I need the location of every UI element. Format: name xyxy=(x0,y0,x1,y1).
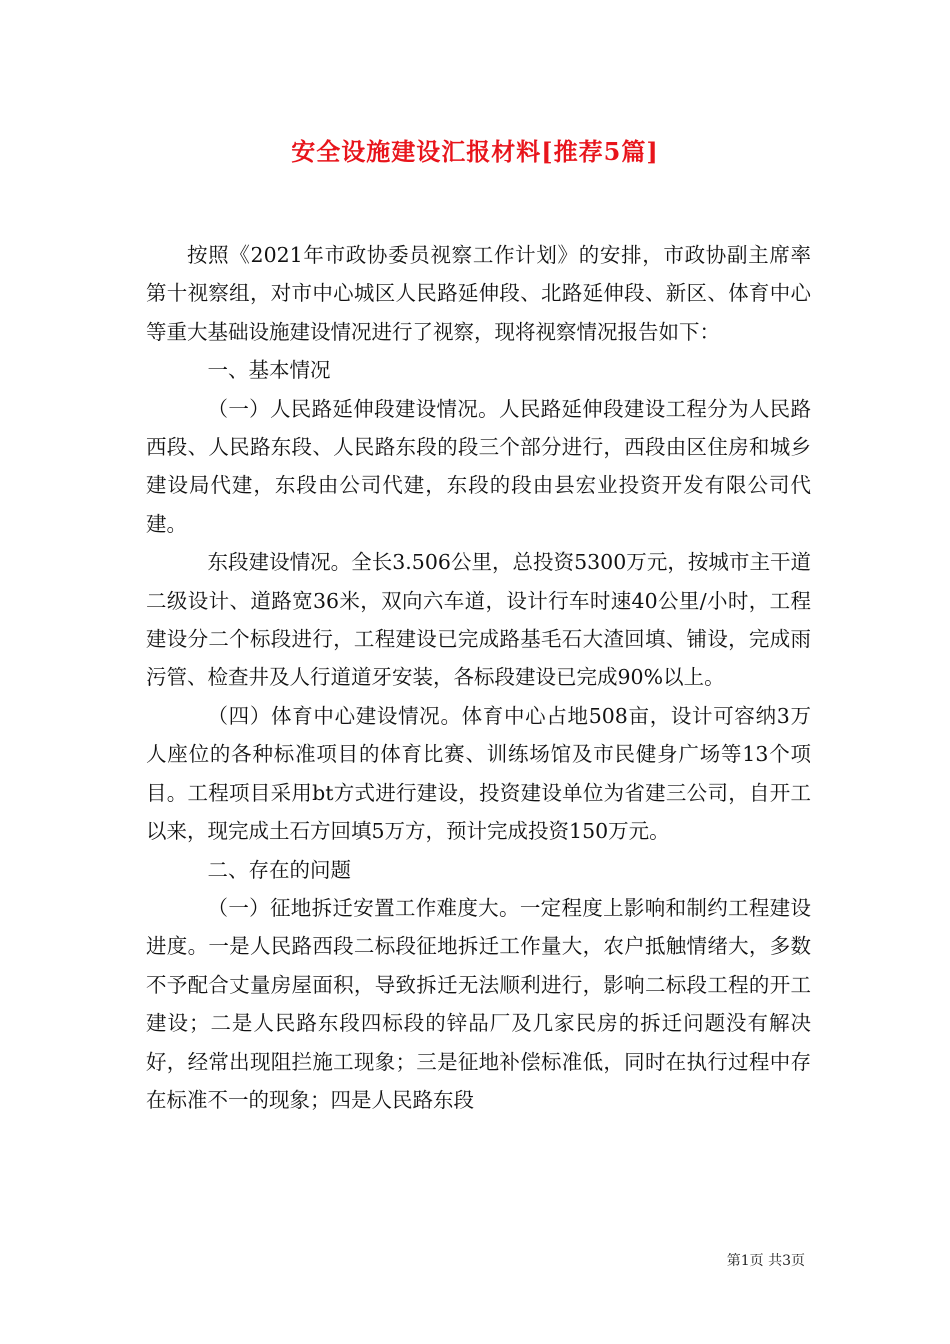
document-body xyxy=(146,236,811,1119)
document-title: 安全设施建设汇报材料[推荐5篇] xyxy=(291,137,659,166)
heading-problems: 二、存在的问题 xyxy=(207,857,351,882)
paragraph-intro: 按照《2021年市政协委员视察工作计划》的安排，市政协副主席率第十视察组，对市中心城区人民路延伸段、北路延伸段、新区、体育中心等重大基础设施建设情况进行了视察，现将视察情况报告如下： xyxy=(146,243,811,344)
paragraph-renmin-road: （一）人民路延伸段建设情况。人民路延伸段建设工程分为人民路西段、人民路东段、人民路东段的段三个部分进行，西段由区住房和城乡建设局代建，东段由公司代建，东段的段由县宏业投资开发有限公司代建。 xyxy=(146,396,811,536)
paragraph-sports-center: （四）体育中心建设情况。体育中心占地508亩，设计可容纳3万人座位的各种标准项目的体育比赛、训练场馆及市民健身广场等13个项目。工程项目采用bt方式进行建设，投资建设单位为省建三公司，自开工以来，现完成土石方回填5万方，预计完成投资150万元。 xyxy=(146,703,811,844)
page-number: 第1页 共3页 xyxy=(726,1253,805,1269)
heading-basic-situation: 一、基本情况 xyxy=(207,358,331,383)
paragraph-land-acquisition: （一）征地拆迁安置工作难度大。一定程度上影响和制约工程建设进度。一是人民路西段二标段征地拆迁工作量大，农户抵触情绪大，多数不予配合丈量房屋面积，导致拆迁无法顺利进行，影响二标段工程的开工建设；二是人民路东段四标段的锌品厂及几家民房的拆迁问题没有解决好，经常出现阻拦施工现象；三是征地补偿标准低，同时在执行过程中存在标准不一的现象；四是人民路东段 xyxy=(146,895,811,1112)
paragraph-east-section: 东段建设情况。全长3.506公里，总投资5300万元，按城市主干道二级设计、道路宽36米，双向六车道，设计行车时速40公里/小时，工程建设分二个标段进行，工程建设已完成路基毛石大渣回填、铺设，完成雨污管、检查井及人行道道牙安装，各标段建设已完成90%以上。 xyxy=(146,550,811,690)
